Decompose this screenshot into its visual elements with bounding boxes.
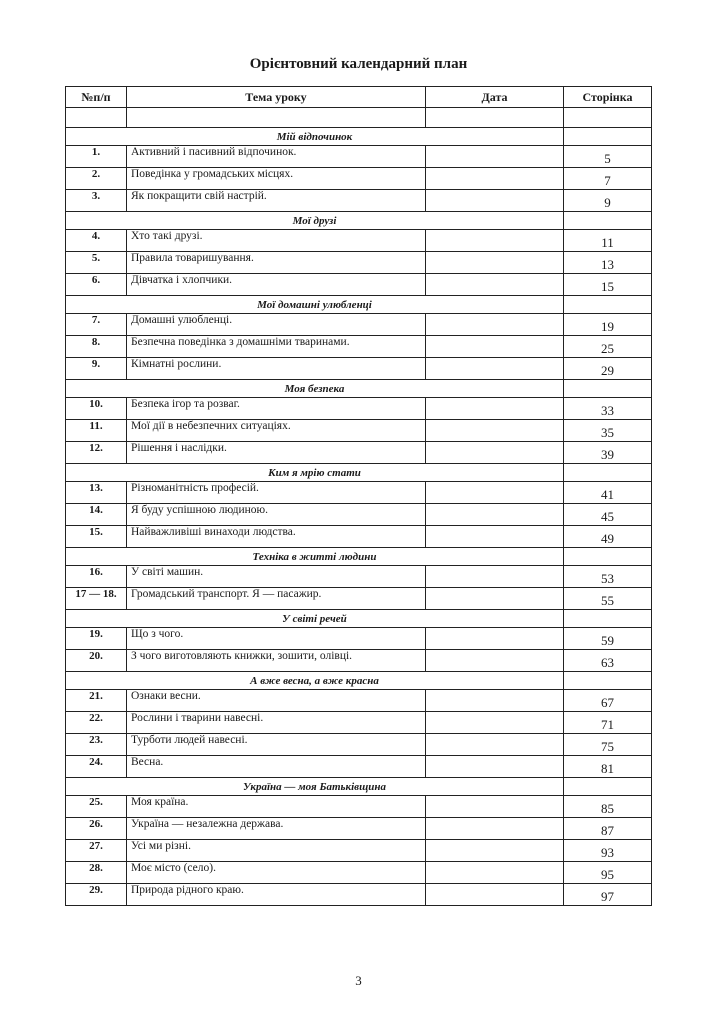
lesson-topic: Безпека ігор та розваг.	[127, 398, 426, 420]
lesson-topic: Поведінка у громадських місцях.	[127, 168, 426, 190]
lesson-topic: Кімнатні рослини.	[127, 358, 426, 380]
section-page-cell	[564, 778, 652, 796]
lesson-topic: Що з чого.	[127, 628, 426, 650]
lesson-page: 75	[564, 734, 652, 756]
lesson-number: 11.	[66, 420, 127, 442]
empty-cell	[564, 108, 652, 128]
table-row	[66, 566, 652, 588]
header-date: Дата	[426, 87, 564, 108]
lesson-number: 2.	[66, 168, 127, 190]
section-title: А вже весна, а вже красна	[66, 672, 564, 690]
lesson-topic: Правила товаришування.	[127, 252, 426, 274]
lesson-topic: Усі ми різні.	[127, 840, 426, 862]
lesson-page: 97	[564, 884, 652, 906]
section-title: Україна — моя Батьківщина	[66, 778, 564, 796]
header-row	[66, 87, 652, 108]
lesson-number: 3.	[66, 190, 127, 212]
lesson-topic: Весна.	[127, 756, 426, 778]
lesson-number: 4.	[66, 230, 127, 252]
section-row	[66, 548, 652, 566]
lesson-date	[426, 190, 564, 212]
table-row	[66, 274, 652, 296]
section-row	[66, 464, 652, 482]
lesson-number: 14.	[66, 504, 127, 526]
table-row	[66, 146, 652, 168]
table-row	[66, 650, 652, 672]
table-row	[66, 588, 652, 610]
lesson-page: 39	[564, 442, 652, 464]
table-row	[66, 756, 652, 778]
lesson-date	[426, 650, 564, 672]
lesson-date	[426, 818, 564, 840]
lesson-date	[426, 398, 564, 420]
table-row	[66, 712, 652, 734]
lesson-topic: Я буду успішною людиною.	[127, 504, 426, 526]
lesson-page: 93	[564, 840, 652, 862]
lesson-topic: Турботи людей навесні.	[127, 734, 426, 756]
section-page-cell	[564, 128, 652, 146]
lesson-topic: Україна — незалежна держава.	[127, 818, 426, 840]
lesson-number: 8.	[66, 336, 127, 358]
lesson-topic: Рішення і наслідки.	[127, 442, 426, 464]
lesson-topic: У світі машин.	[127, 566, 426, 588]
lesson-topic: З чого виготовляють книжки, зошити, олівці.	[127, 650, 426, 672]
lesson-page: 71	[564, 712, 652, 734]
lesson-topic: Громадський транспорт. Я — пасажир.	[127, 588, 426, 610]
table-row	[66, 230, 652, 252]
lesson-page: 35	[564, 420, 652, 442]
lesson-page: 29	[564, 358, 652, 380]
lesson-number: 10.	[66, 398, 127, 420]
lesson-date	[426, 884, 564, 906]
table-row	[66, 358, 652, 380]
lesson-topic: Моє місто (село).	[127, 862, 426, 884]
table-row	[66, 796, 652, 818]
lesson-page: 67	[564, 690, 652, 712]
lesson-page: 59	[564, 628, 652, 650]
section-page-cell	[564, 548, 652, 566]
lesson-page: 7	[564, 168, 652, 190]
lesson-page: 87	[564, 818, 652, 840]
lesson-number: 7.	[66, 314, 127, 336]
lesson-date	[426, 504, 564, 526]
table-row	[66, 862, 652, 884]
calendar-plan-table	[65, 86, 652, 906]
table-row	[66, 314, 652, 336]
lesson-date	[426, 526, 564, 548]
page-number: 3	[355, 973, 362, 988]
section-row	[66, 296, 652, 314]
lesson-date	[426, 690, 564, 712]
lesson-topic: Природа рідного краю.	[127, 884, 426, 906]
section-page-cell	[564, 672, 652, 690]
lesson-date	[426, 314, 564, 336]
section-page-cell	[564, 464, 652, 482]
lesson-topic: Домашні улюбленці.	[127, 314, 426, 336]
lesson-date	[426, 358, 564, 380]
lesson-page: 85	[564, 796, 652, 818]
table-row	[66, 442, 652, 464]
lesson-page: 13	[564, 252, 652, 274]
lesson-date	[426, 230, 564, 252]
lesson-date	[426, 252, 564, 274]
section-title: Мої домашні улюбленці	[66, 296, 564, 314]
empty-cell	[127, 108, 426, 128]
header-topic: Тема уроку	[127, 87, 426, 108]
lesson-date	[426, 734, 564, 756]
lesson-number: 28.	[66, 862, 127, 884]
section-page-cell	[564, 212, 652, 230]
lesson-topic: Як покращити свій настрій.	[127, 190, 426, 212]
section-title: Мої друзі	[66, 212, 564, 230]
section-page-cell	[564, 610, 652, 628]
lesson-date	[426, 712, 564, 734]
lesson-date	[426, 482, 564, 504]
lesson-topic: Активний і пасивний відпочинок.	[127, 146, 426, 168]
lesson-topic: Різноманітність професій.	[127, 482, 426, 504]
lesson-page: 53	[564, 566, 652, 588]
section-title: У світі речей	[66, 610, 564, 628]
lesson-topic: Найважливіші винаходи людства.	[127, 526, 426, 548]
lesson-page: 9	[564, 190, 652, 212]
lesson-page: 15	[564, 274, 652, 296]
empty-cell	[426, 108, 564, 128]
lesson-page: 55	[564, 588, 652, 610]
section-title: Мій відпочинок	[66, 128, 564, 146]
lesson-date	[426, 566, 564, 588]
lesson-page: 33	[564, 398, 652, 420]
lesson-page: 49	[564, 526, 652, 548]
lesson-number: 12.	[66, 442, 127, 464]
lesson-date	[426, 274, 564, 296]
lesson-date	[426, 146, 564, 168]
lesson-page: 5	[564, 146, 652, 168]
lesson-date	[426, 420, 564, 442]
table-row	[66, 734, 652, 756]
lesson-date	[426, 168, 564, 190]
lesson-date	[426, 336, 564, 358]
lesson-page: 81	[564, 756, 652, 778]
table-row	[66, 526, 652, 548]
empty-cell	[66, 108, 127, 128]
section-row	[66, 778, 652, 796]
lesson-number: 21.	[66, 690, 127, 712]
table-row	[66, 168, 652, 190]
lesson-date	[426, 588, 564, 610]
lesson-date	[426, 756, 564, 778]
lesson-topic: Безпечна поведінка з домашніми тваринами.	[127, 336, 426, 358]
page-title: Орієнтовний календарний план	[249, 56, 468, 72]
section-title: Моя безпека	[66, 380, 564, 398]
table-row	[66, 818, 652, 840]
lesson-date	[426, 796, 564, 818]
section-page-cell	[564, 296, 652, 314]
lesson-number: 13.	[66, 482, 127, 504]
lesson-number: 16.	[66, 566, 127, 588]
lesson-number: 24.	[66, 756, 127, 778]
lesson-date	[426, 628, 564, 650]
table-row	[66, 482, 652, 504]
lesson-number: 20.	[66, 650, 127, 672]
lesson-topic: Хто такі друзі.	[127, 230, 426, 252]
empty-row	[66, 108, 652, 128]
lesson-number: 9.	[66, 358, 127, 380]
section-row	[66, 212, 652, 230]
table-row	[66, 420, 652, 442]
table-row	[66, 884, 652, 906]
lesson-number: 17 — 18.	[66, 588, 127, 610]
section-page-cell	[564, 380, 652, 398]
lesson-number: 27.	[66, 840, 127, 862]
lesson-topic: Ознаки весни.	[127, 690, 426, 712]
section-row	[66, 380, 652, 398]
lesson-number: 15.	[66, 526, 127, 548]
lesson-date	[426, 862, 564, 884]
lesson-page: 45	[564, 504, 652, 526]
lesson-number: 26.	[66, 818, 127, 840]
lesson-number: 25.	[66, 796, 127, 818]
lesson-page: 11	[564, 230, 652, 252]
lesson-date	[426, 442, 564, 464]
table-row	[66, 398, 652, 420]
table-row	[66, 252, 652, 274]
lesson-page: 25	[564, 336, 652, 358]
lesson-topic: Моя країна.	[127, 796, 426, 818]
table-row	[66, 190, 652, 212]
header-page: Сторінка	[564, 87, 652, 108]
lesson-date	[426, 840, 564, 862]
lesson-number: 6.	[66, 274, 127, 296]
lesson-page: 63	[564, 650, 652, 672]
lesson-number: 29.	[66, 884, 127, 906]
section-title: Техніка в житті людини	[66, 548, 564, 566]
lesson-page: 41	[564, 482, 652, 504]
table-body	[66, 108, 652, 906]
table-row	[66, 690, 652, 712]
lesson-number: 22.	[66, 712, 127, 734]
table-row	[66, 628, 652, 650]
table-row	[66, 504, 652, 526]
section-row	[66, 128, 652, 146]
lesson-number: 1.	[66, 146, 127, 168]
lesson-topic: Дівчатка і хлопчики.	[127, 274, 426, 296]
table-row	[66, 840, 652, 862]
section-title: Ким я мрію стати	[66, 464, 564, 482]
section-row	[66, 672, 652, 690]
lesson-topic: Мої дії в небезпечних ситуаціях.	[127, 420, 426, 442]
header-num: №п/п	[66, 87, 127, 108]
lesson-number: 23.	[66, 734, 127, 756]
lesson-number: 5.	[66, 252, 127, 274]
lesson-page: 19	[564, 314, 652, 336]
lesson-number: 19.	[66, 628, 127, 650]
lesson-page: 95	[564, 862, 652, 884]
table-row	[66, 336, 652, 358]
section-row	[66, 610, 652, 628]
lesson-topic: Рослини і тварини навесні.	[127, 712, 426, 734]
